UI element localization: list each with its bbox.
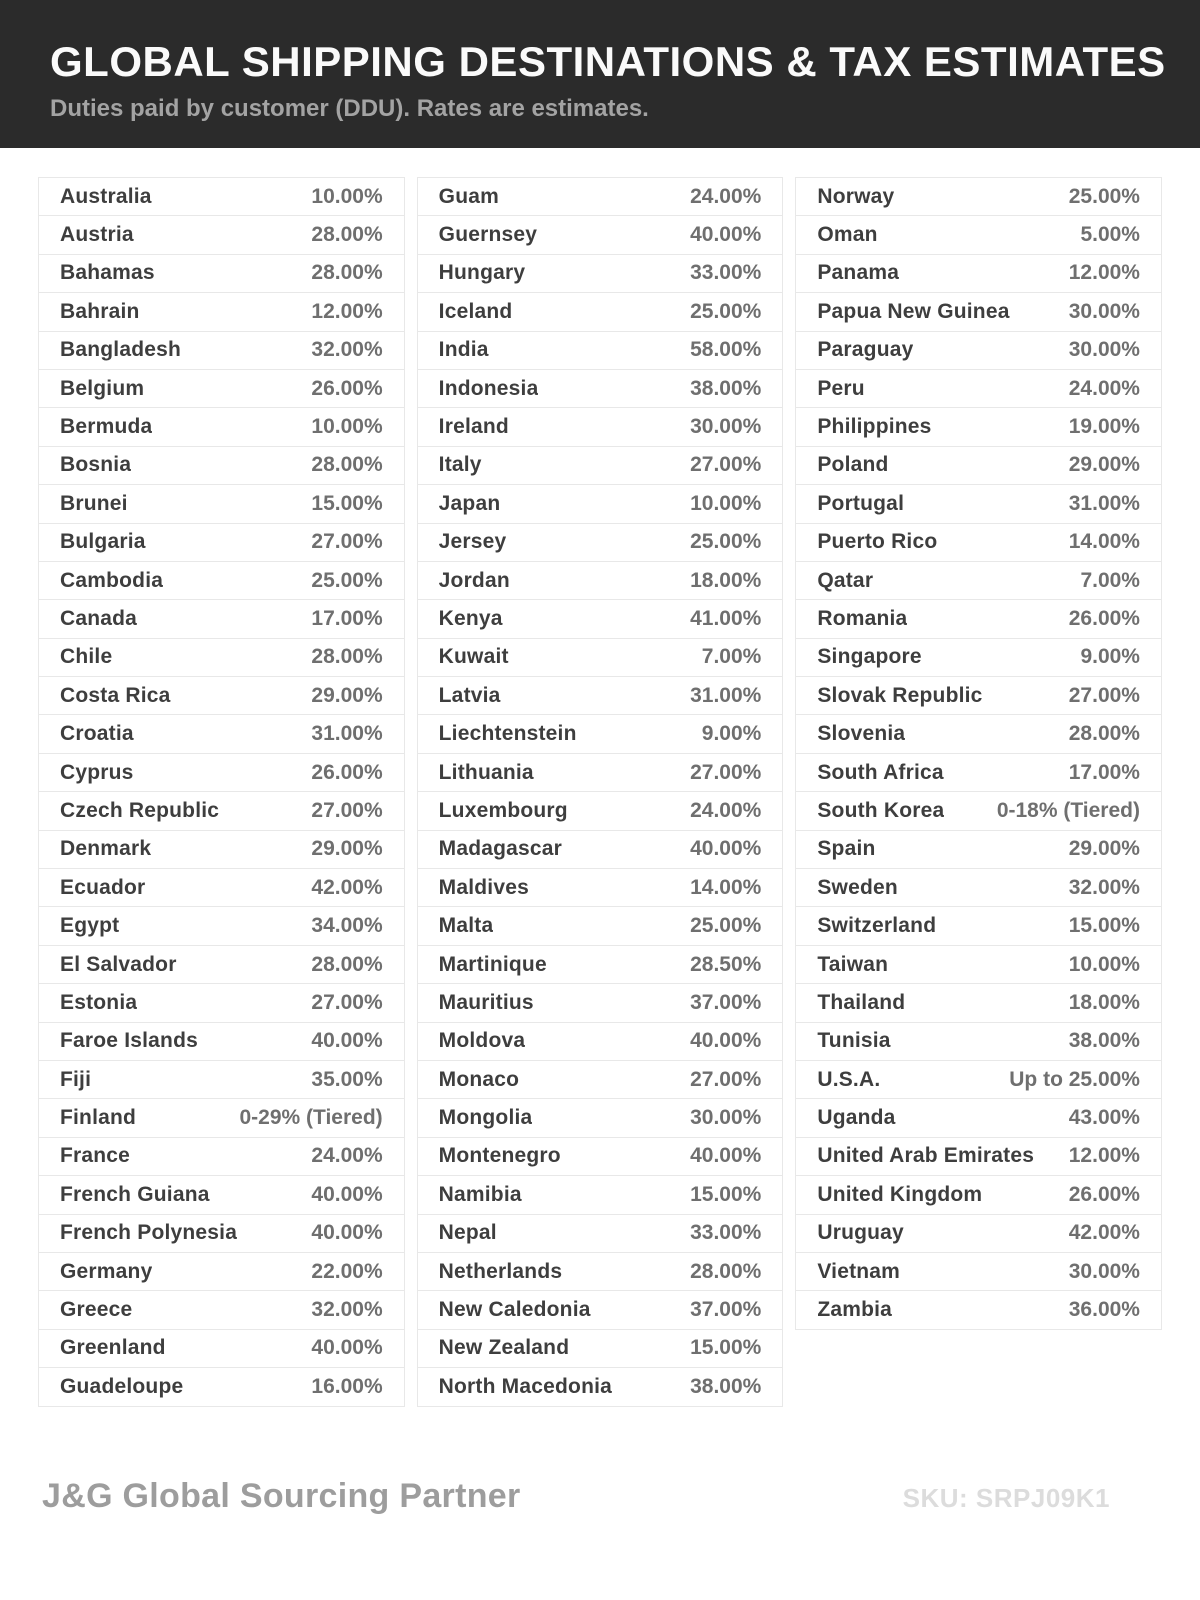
tax-rate: 42.00% bbox=[1068, 1221, 1140, 1245]
country-name: Egypt bbox=[60, 914, 120, 938]
table-row bbox=[38, 292, 405, 331]
country-name: Germany bbox=[60, 1259, 153, 1283]
table-row bbox=[38, 1175, 405, 1214]
table-row bbox=[38, 1098, 405, 1137]
country-name: Mongolia bbox=[438, 1106, 533, 1130]
tax-rate: 40.00% bbox=[311, 1336, 383, 1360]
table-row bbox=[417, 1175, 784, 1214]
table-row bbox=[795, 945, 1162, 984]
tax-rate: 35.00% bbox=[311, 1067, 383, 1091]
tax-rate: 40.00% bbox=[690, 837, 762, 861]
tax-rate: 43.00% bbox=[1068, 1106, 1140, 1130]
country-name: Liechtenstein bbox=[438, 722, 577, 746]
country-name: Guam bbox=[438, 184, 499, 208]
table-row bbox=[795, 753, 1162, 792]
table-row bbox=[795, 1098, 1162, 1137]
tax-rate: 28.00% bbox=[690, 1259, 762, 1283]
table-row bbox=[417, 1367, 784, 1406]
tax-rate: 26.00% bbox=[1068, 606, 1140, 630]
table-row bbox=[417, 177, 784, 216]
tax-rate: 10.00% bbox=[690, 491, 762, 515]
table-row bbox=[417, 1214, 784, 1253]
table-row bbox=[417, 753, 784, 792]
table-row bbox=[38, 791, 405, 830]
table-row bbox=[38, 446, 405, 485]
table-row bbox=[38, 906, 405, 945]
country-name: Spain bbox=[817, 837, 876, 861]
rates-column-1 bbox=[38, 178, 405, 1407]
tax-rate: 30.00% bbox=[1068, 299, 1140, 323]
table-row bbox=[795, 906, 1162, 945]
table-row bbox=[795, 484, 1162, 523]
table-row bbox=[417, 868, 784, 907]
country-name: Guernsey bbox=[438, 223, 538, 247]
tax-rate: 7.00% bbox=[1080, 568, 1140, 592]
table-row bbox=[417, 215, 784, 254]
tax-rate: 10.00% bbox=[311, 415, 383, 439]
tax-rate: 0-29% (Tiered) bbox=[239, 1106, 383, 1130]
table-row bbox=[38, 177, 405, 216]
country-name: Mauritius bbox=[438, 990, 534, 1014]
tax-rate: 32.00% bbox=[311, 338, 383, 362]
tax-rate: 15.00% bbox=[690, 1182, 762, 1206]
table-row bbox=[38, 830, 405, 869]
tax-rate: 32.00% bbox=[311, 1298, 383, 1322]
table-row bbox=[38, 561, 405, 600]
country-name: Estonia bbox=[60, 990, 138, 1014]
table-row bbox=[417, 331, 784, 370]
table-row bbox=[795, 254, 1162, 293]
tax-rate: 12.00% bbox=[311, 299, 383, 323]
tax-rate: 18.00% bbox=[1068, 990, 1140, 1014]
rates-table bbox=[0, 178, 1200, 1407]
tax-rate: 27.00% bbox=[311, 990, 383, 1014]
table-row bbox=[38, 1137, 405, 1176]
country-name: Greenland bbox=[60, 1336, 166, 1360]
table-row bbox=[795, 561, 1162, 600]
tax-rate: 27.00% bbox=[690, 760, 762, 784]
country-name: Italy bbox=[438, 453, 482, 477]
country-name: Thailand bbox=[817, 990, 906, 1014]
tax-rate: 15.00% bbox=[1068, 914, 1140, 938]
tax-rate: 27.00% bbox=[690, 453, 762, 477]
country-name: Croatia bbox=[60, 722, 134, 746]
tax-rate: 40.00% bbox=[690, 223, 762, 247]
country-name: Faroe Islands bbox=[60, 1029, 198, 1053]
tax-rate: 28.00% bbox=[1068, 722, 1140, 746]
country-name: Poland bbox=[817, 453, 889, 477]
tax-rate: 9.00% bbox=[701, 722, 762, 746]
tax-rate: 34.00% bbox=[311, 914, 383, 938]
table-row bbox=[38, 254, 405, 293]
table-row bbox=[38, 638, 405, 677]
table-row bbox=[795, 331, 1162, 370]
table-row bbox=[795, 830, 1162, 869]
tax-rate: 40.00% bbox=[311, 1221, 383, 1245]
tax-rate: 24.00% bbox=[311, 1144, 383, 1168]
table-row bbox=[417, 638, 784, 677]
table-row bbox=[795, 638, 1162, 677]
table-row bbox=[417, 714, 784, 753]
country-name: Portugal bbox=[817, 491, 905, 515]
tax-rate: 28.00% bbox=[311, 952, 383, 976]
country-name: Denmark bbox=[60, 837, 152, 861]
tax-rate: 40.00% bbox=[311, 1182, 383, 1206]
country-name: Guadeloupe bbox=[60, 1374, 184, 1398]
country-name: Chile bbox=[60, 645, 113, 669]
country-name: Vietnam bbox=[817, 1259, 901, 1283]
tax-rate: 28.00% bbox=[311, 645, 383, 669]
country-name: India bbox=[438, 338, 489, 362]
country-name: Tunisia bbox=[817, 1029, 891, 1053]
table-row bbox=[417, 1022, 784, 1061]
table-row bbox=[38, 369, 405, 408]
tax-rate: 25.00% bbox=[311, 568, 383, 592]
table-row bbox=[795, 1175, 1162, 1214]
table-row bbox=[38, 484, 405, 523]
country-name: New Zealand bbox=[438, 1336, 570, 1360]
country-name: Finland bbox=[60, 1106, 137, 1130]
tax-rate: 10.00% bbox=[311, 184, 383, 208]
table-row bbox=[417, 1098, 784, 1137]
country-name: Nepal bbox=[438, 1221, 497, 1245]
country-name: Netherlands bbox=[438, 1259, 563, 1283]
tax-rate: 37.00% bbox=[690, 990, 762, 1014]
tax-rate: 41.00% bbox=[690, 606, 762, 630]
table-row bbox=[38, 1214, 405, 1253]
tax-rate: 24.00% bbox=[1068, 376, 1140, 400]
country-name: Martinique bbox=[438, 952, 547, 976]
tax-rate: 29.00% bbox=[311, 837, 383, 861]
table-row bbox=[417, 1137, 784, 1176]
country-name: Fiji bbox=[60, 1067, 92, 1091]
tax-rate: 40.00% bbox=[311, 1029, 383, 1053]
table-row bbox=[38, 945, 405, 984]
table-row bbox=[38, 1367, 405, 1406]
tax-rate: 18.00% bbox=[690, 568, 762, 592]
rates-column-3 bbox=[795, 178, 1162, 1330]
country-name: Costa Rica bbox=[60, 683, 171, 707]
tax-rate: 28.50% bbox=[690, 952, 762, 976]
country-name: Romania bbox=[817, 606, 908, 630]
table-row bbox=[38, 1290, 405, 1329]
header bbox=[0, 0, 1200, 148]
table-row bbox=[795, 523, 1162, 562]
country-name: Bulgaria bbox=[60, 530, 146, 554]
footer bbox=[0, 1477, 1200, 1516]
table-row bbox=[417, 676, 784, 715]
tax-rate: 24.00% bbox=[690, 798, 762, 822]
country-name: Bahrain bbox=[60, 299, 140, 323]
country-name: Bermuda bbox=[60, 415, 153, 439]
country-name: U.S.A. bbox=[817, 1067, 881, 1091]
tax-rate: 30.00% bbox=[690, 415, 762, 439]
tax-rate: 36.00% bbox=[1068, 1298, 1140, 1322]
table-row bbox=[795, 1214, 1162, 1253]
country-name: Peru bbox=[817, 376, 865, 400]
tax-rate: 28.00% bbox=[311, 223, 383, 247]
country-name: Indonesia bbox=[438, 376, 539, 400]
table-row bbox=[38, 1022, 405, 1061]
tax-rate: 12.00% bbox=[1068, 1144, 1140, 1168]
table-row bbox=[417, 1290, 784, 1329]
country-name: Uruguay bbox=[817, 1221, 904, 1245]
country-name: Brunei bbox=[60, 491, 128, 515]
table-row bbox=[38, 599, 405, 638]
table-row bbox=[417, 561, 784, 600]
table-row bbox=[38, 676, 405, 715]
tax-rate: 29.00% bbox=[311, 683, 383, 707]
table-row bbox=[417, 407, 784, 446]
tax-rate: 38.00% bbox=[690, 1374, 762, 1398]
tax-rate: 58.00% bbox=[690, 338, 762, 362]
tax-rate: 16.00% bbox=[311, 1374, 383, 1398]
tax-rate: 38.00% bbox=[690, 376, 762, 400]
country-name: Uganda bbox=[817, 1106, 896, 1130]
tax-rate: 42.00% bbox=[311, 875, 383, 899]
tax-rate: 29.00% bbox=[1068, 453, 1140, 477]
country-name: Bosnia bbox=[60, 453, 132, 477]
country-name: Ireland bbox=[438, 415, 509, 439]
country-name: Jersey bbox=[438, 530, 507, 554]
country-name: Monaco bbox=[438, 1067, 520, 1091]
table-row bbox=[417, 254, 784, 293]
country-name: Qatar bbox=[817, 568, 874, 592]
country-name: North Macedonia bbox=[438, 1374, 613, 1398]
country-name: Czech Republic bbox=[60, 798, 220, 822]
country-name: Zambia bbox=[817, 1298, 893, 1322]
table-row bbox=[795, 292, 1162, 331]
tax-rate: 17.00% bbox=[311, 606, 383, 630]
table-row bbox=[417, 484, 784, 523]
tax-rate: 32.00% bbox=[1068, 875, 1140, 899]
table-row bbox=[38, 215, 405, 254]
country-name: Austria bbox=[60, 223, 134, 247]
country-name: South Africa bbox=[817, 760, 944, 784]
country-name: Belgium bbox=[60, 376, 145, 400]
table-row bbox=[795, 1252, 1162, 1291]
tax-rate: 29.00% bbox=[1068, 837, 1140, 861]
table-row bbox=[795, 791, 1162, 830]
country-name: New Caledonia bbox=[438, 1298, 591, 1322]
country-name: Lithuania bbox=[438, 760, 534, 784]
country-name: French Guiana bbox=[60, 1182, 210, 1206]
country-name: Switzerland bbox=[817, 914, 937, 938]
table-row bbox=[795, 1022, 1162, 1061]
tax-rate: 15.00% bbox=[311, 491, 383, 515]
tax-rate: 25.00% bbox=[690, 530, 762, 554]
country-name: Iceland bbox=[438, 299, 513, 323]
country-name: Ecuador bbox=[60, 875, 146, 899]
table-row bbox=[795, 369, 1162, 408]
table-row bbox=[795, 177, 1162, 216]
tax-rate: 19.00% bbox=[1068, 415, 1140, 439]
tax-rate: 5.00% bbox=[1080, 223, 1140, 247]
tax-rate: 12.00% bbox=[1068, 261, 1140, 285]
tax-rate: 30.00% bbox=[1068, 338, 1140, 362]
country-name: United Kingdom bbox=[817, 1182, 983, 1206]
country-name: Oman bbox=[817, 223, 878, 247]
table-row bbox=[795, 407, 1162, 446]
table-row bbox=[38, 1252, 405, 1291]
tax-rate: 40.00% bbox=[690, 1029, 762, 1053]
tax-rate: 25.00% bbox=[1068, 184, 1140, 208]
country-name: Puerto Rico bbox=[817, 530, 938, 554]
table-row bbox=[38, 331, 405, 370]
tax-rate: 17.00% bbox=[1068, 760, 1140, 784]
brand-name: J&G Global Sourcing Partner bbox=[42, 1476, 521, 1515]
tax-rate: Up to 25.00% bbox=[1009, 1067, 1140, 1091]
table-row bbox=[795, 1290, 1162, 1329]
table-row bbox=[38, 868, 405, 907]
country-name: Greece bbox=[60, 1298, 133, 1322]
country-name: El Salvador bbox=[60, 952, 177, 976]
table-row bbox=[38, 753, 405, 792]
table-row bbox=[417, 446, 784, 485]
table-row bbox=[417, 945, 784, 984]
country-name: Slovenia bbox=[817, 722, 906, 746]
country-name: Japan bbox=[438, 491, 501, 515]
page-subtitle: Duties paid by customer (DDU). Rates are estimates. bbox=[50, 95, 649, 122]
tax-rate: 28.00% bbox=[311, 453, 383, 477]
tax-rate: 27.00% bbox=[311, 798, 383, 822]
table-row bbox=[795, 446, 1162, 485]
tax-rate: 38.00% bbox=[1068, 1029, 1140, 1053]
tax-rate: 31.00% bbox=[690, 683, 762, 707]
country-name: Bangladesh bbox=[60, 338, 182, 362]
country-name: Latvia bbox=[438, 683, 501, 707]
tax-rate: 37.00% bbox=[690, 1298, 762, 1322]
page-title: GLOBAL SHIPPING DESTINATIONS & TAX ESTIMATES bbox=[50, 38, 1166, 85]
table-row bbox=[417, 1060, 784, 1099]
table-row bbox=[38, 714, 405, 753]
tax-rate: 14.00% bbox=[1068, 530, 1140, 554]
country-name: Moldova bbox=[438, 1029, 526, 1053]
country-name: Australia bbox=[60, 184, 152, 208]
tax-rate: 25.00% bbox=[690, 299, 762, 323]
table-row bbox=[38, 1329, 405, 1368]
country-name: Kuwait bbox=[438, 645, 509, 669]
table-row bbox=[417, 1252, 784, 1291]
table-row bbox=[795, 868, 1162, 907]
country-name: South Korea bbox=[817, 798, 945, 822]
country-name: Canada bbox=[60, 606, 138, 630]
tax-rate: 33.00% bbox=[690, 261, 762, 285]
country-name: Philippines bbox=[817, 415, 932, 439]
table-row bbox=[795, 676, 1162, 715]
country-name: Panama bbox=[817, 261, 900, 285]
tax-rate: 24.00% bbox=[690, 184, 762, 208]
sku-label: SKU: SRPJ09K1 bbox=[902, 1482, 1110, 1513]
tax-rate: 40.00% bbox=[690, 1144, 762, 1168]
table-row bbox=[417, 830, 784, 869]
country-name: Sweden bbox=[817, 875, 898, 899]
table-row bbox=[795, 215, 1162, 254]
country-name: Madagascar bbox=[438, 837, 563, 861]
country-name: Taiwan bbox=[817, 952, 889, 976]
country-name: Cyprus bbox=[60, 760, 134, 784]
tax-rate: 0-18% (Tiered) bbox=[996, 798, 1140, 822]
table-row bbox=[38, 523, 405, 562]
country-name: Bahamas bbox=[60, 261, 155, 285]
tax-rate: 27.00% bbox=[1068, 683, 1140, 707]
tax-rate: 22.00% bbox=[311, 1259, 383, 1283]
country-name: Namibia bbox=[438, 1182, 522, 1206]
country-name: French Polynesia bbox=[60, 1221, 238, 1245]
tax-rate: 31.00% bbox=[311, 722, 383, 746]
table-row bbox=[417, 292, 784, 331]
country-name: Maldives bbox=[438, 875, 529, 899]
table-row bbox=[417, 983, 784, 1022]
tax-rate: 26.00% bbox=[1068, 1182, 1140, 1206]
tax-rate: 26.00% bbox=[311, 376, 383, 400]
tax-rate: 28.00% bbox=[311, 261, 383, 285]
country-name: Papua New Guinea bbox=[817, 299, 1010, 323]
table-row bbox=[417, 369, 784, 408]
table-row bbox=[795, 1060, 1162, 1099]
table-row bbox=[795, 1137, 1162, 1176]
table-row bbox=[38, 983, 405, 1022]
table-row bbox=[417, 523, 784, 562]
country-name: Hungary bbox=[438, 261, 526, 285]
country-name: Singapore bbox=[817, 645, 922, 669]
table-row bbox=[795, 983, 1162, 1022]
tax-rate: 14.00% bbox=[690, 875, 762, 899]
tax-rate: 33.00% bbox=[690, 1221, 762, 1245]
table-row bbox=[38, 1060, 405, 1099]
table-row bbox=[417, 1329, 784, 1368]
country-name: Luxembourg bbox=[438, 798, 568, 822]
country-name: Paraguay bbox=[817, 338, 914, 362]
table-row bbox=[417, 906, 784, 945]
country-name: France bbox=[60, 1144, 131, 1168]
tax-rate: 9.00% bbox=[1080, 645, 1140, 669]
tax-rate: 31.00% bbox=[1068, 491, 1140, 515]
table-row bbox=[795, 714, 1162, 753]
country-name: Jordan bbox=[438, 568, 510, 592]
tax-rate: 27.00% bbox=[690, 1067, 762, 1091]
table-row bbox=[417, 791, 784, 830]
country-name: Slovak Republic bbox=[817, 683, 983, 707]
tax-rate: 27.00% bbox=[311, 530, 383, 554]
tax-rate: 7.00% bbox=[701, 645, 762, 669]
table-row bbox=[417, 599, 784, 638]
table-row bbox=[38, 407, 405, 446]
country-name: Malta bbox=[438, 914, 494, 938]
tax-rate: 15.00% bbox=[690, 1336, 762, 1360]
country-name: Cambodia bbox=[60, 568, 164, 592]
tax-rate: 30.00% bbox=[690, 1106, 762, 1130]
table-row bbox=[795, 599, 1162, 638]
country-name: Kenya bbox=[438, 606, 503, 630]
tax-rate: 30.00% bbox=[1068, 1259, 1140, 1283]
country-name: Montenegro bbox=[438, 1144, 561, 1168]
tax-rate: 25.00% bbox=[690, 914, 762, 938]
tax-rate: 26.00% bbox=[311, 760, 383, 784]
country-name: Norway bbox=[817, 184, 895, 208]
tax-rate: 10.00% bbox=[1068, 952, 1140, 976]
country-name: United Arab Emirates bbox=[817, 1144, 1035, 1168]
rates-column-2 bbox=[417, 178, 784, 1407]
